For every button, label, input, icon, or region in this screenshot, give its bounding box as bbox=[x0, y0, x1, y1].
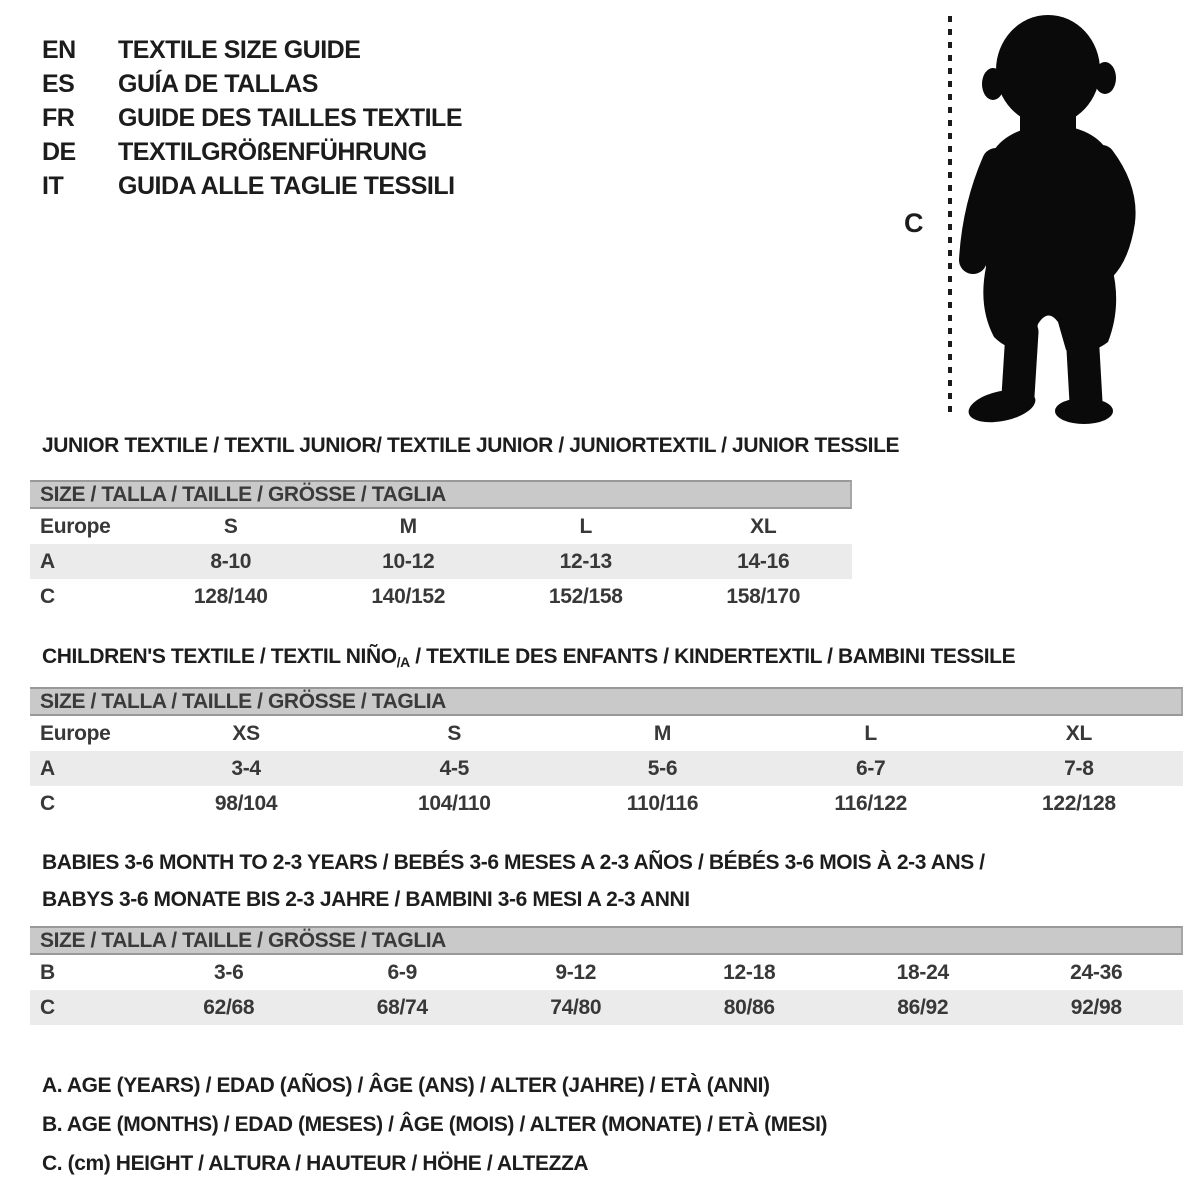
age-cell: 6-7 bbox=[855, 757, 886, 780]
row-label: Europe bbox=[40, 515, 111, 538]
lang-row-en bbox=[42, 33, 462, 67]
height-cell: 68/74 bbox=[376, 996, 428, 1019]
lang-code: ES bbox=[42, 70, 75, 98]
legend-age-months: B. AGE (MONTHS) / EDAD (MESES) / ÂGE (MOIS) / ALTER (MONATE) / ETÀ (MESI) bbox=[42, 1113, 828, 1136]
junior-section-title: JUNIOR TEXTILE / TEXTIL JUNIOR/ TEXTILE JUNIOR / JUNIORTEXTIL / JUNIOR TESSILE bbox=[42, 434, 900, 457]
size-cell: M bbox=[399, 515, 417, 538]
lang-title: GUIDA ALLE TAGLIE TESSILI bbox=[118, 172, 455, 200]
months-cell: 12-18 bbox=[723, 961, 776, 984]
children-size-table bbox=[30, 687, 1183, 821]
height-cell: 62/68 bbox=[203, 996, 255, 1019]
age-cell: 12-13 bbox=[559, 550, 612, 573]
months-cell: 24-36 bbox=[1070, 961, 1123, 984]
lang-title: GUÍA DE TALLAS bbox=[118, 70, 318, 98]
row-label: C bbox=[40, 996, 55, 1019]
height-cell: 110/116 bbox=[626, 792, 699, 815]
size-cell: L bbox=[579, 515, 593, 538]
row-label: A bbox=[40, 757, 55, 780]
row-label: Europe bbox=[40, 722, 111, 745]
age-cell: 10-12 bbox=[382, 550, 435, 573]
size-cell: L bbox=[864, 722, 877, 745]
lang-row-it bbox=[42, 169, 462, 203]
lang-title: TEXTILGRÖßENFÜHRUNG bbox=[118, 138, 427, 166]
height-cell: 80/86 bbox=[723, 996, 775, 1019]
months-cell: 9-12 bbox=[555, 961, 597, 984]
age-cell: 4-5 bbox=[439, 757, 470, 780]
age-cell: 7-8 bbox=[1064, 757, 1094, 780]
lang-title: GUIDE DES TAILLES TEXTILE bbox=[118, 104, 463, 132]
height-cell: 86/92 bbox=[897, 996, 949, 1019]
size-cell: XS bbox=[232, 722, 260, 745]
lang-row-de bbox=[42, 135, 462, 169]
height-cell: 122/128 bbox=[1041, 792, 1116, 815]
table-row bbox=[30, 990, 1183, 1025]
lang-code: FR bbox=[42, 104, 75, 132]
table-row bbox=[30, 509, 852, 544]
height-dotted-line bbox=[948, 16, 952, 416]
size-cell: S bbox=[223, 515, 238, 538]
lang-code: DE bbox=[42, 138, 76, 166]
children-size-header-bar: SIZE / TALLA / TAILLE / GRÖSSE / TAGLIA bbox=[30, 687, 1183, 716]
legend-age-years: A. AGE (YEARS) / EDAD (AÑOS) / ÂGE (ANS) / ALTER (JAHRE) / ETÀ (ANNI) bbox=[42, 1074, 770, 1097]
table-row bbox=[30, 751, 1183, 786]
age-cell: 8-10 bbox=[210, 550, 252, 573]
table-row bbox=[30, 579, 852, 614]
lang-code: IT bbox=[42, 172, 64, 200]
lang-title: TEXTILE SIZE GUIDE bbox=[118, 36, 361, 64]
height-cell: 74/80 bbox=[550, 996, 602, 1019]
height-measure-label: C bbox=[904, 208, 924, 238]
size-cell: XL bbox=[750, 515, 777, 538]
table-row bbox=[30, 716, 1183, 751]
row-label: C bbox=[40, 585, 55, 608]
measurement-legend bbox=[42, 1066, 827, 1183]
table-row bbox=[30, 955, 1183, 990]
height-cell: 98/104 bbox=[214, 792, 278, 815]
age-cell: 5-6 bbox=[647, 757, 678, 780]
height-cell: 152/158 bbox=[548, 585, 623, 608]
height-cell: 116/122 bbox=[834, 792, 908, 815]
babies-size-table bbox=[30, 926, 1183, 1025]
months-cell: 3-6 bbox=[214, 961, 244, 984]
lang-row-fr bbox=[42, 101, 462, 135]
size-cell: M bbox=[653, 722, 672, 745]
legend-height-cm: C. (cm) HEIGHT / ALTURA / HAUTEUR / HÖHE / ALTEZZA bbox=[42, 1152, 589, 1175]
babies-section-title-line2: BABYS 3-6 MONATE BIS 2-3 JAHRE / BAMBINI 3-6 MESI A 2-3 ANNI bbox=[42, 888, 690, 911]
age-cell: 3-4 bbox=[231, 757, 261, 780]
children-title-post: / TEXTILE DES ENFANTS / KINDERTEXTIL / BAMBINI TESSILE bbox=[409, 645, 1016, 668]
height-cell: 158/170 bbox=[726, 585, 801, 608]
children-title-sub: /A bbox=[396, 654, 410, 670]
children-section-title bbox=[42, 645, 1015, 670]
babies-size-header-bar: SIZE / TALLA / TAILLE / GRÖSSE / TAGLIA bbox=[30, 926, 1183, 955]
junior-size-header-bar: SIZE / TALLA / TAILLE / GRÖSSE / TAGLIA bbox=[30, 480, 852, 509]
height-cell: 128/140 bbox=[193, 585, 268, 608]
lang-code: EN bbox=[42, 36, 76, 64]
language-title-list bbox=[42, 33, 462, 203]
age-cell: 14-16 bbox=[737, 550, 790, 573]
height-cell: 140/152 bbox=[371, 585, 446, 608]
months-cell: 6-9 bbox=[387, 961, 417, 984]
size-cell: S bbox=[447, 722, 462, 745]
row-label: B bbox=[40, 961, 55, 984]
children-title-pre: CHILDREN'S TEXTILE / TEXTIL NIÑO bbox=[42, 645, 397, 668]
size-cell: XL bbox=[1065, 722, 1093, 745]
junior-size-table bbox=[30, 480, 852, 614]
height-cell: 104/110 bbox=[417, 792, 491, 815]
babies-section-title-line1: BABIES 3-6 MONTH TO 2-3 YEARS / BEBÉS 3-6 MESES A 2-3 AÑOS / BÉBÉS 3-6 MOIS À 2-3 ANS / bbox=[42, 851, 985, 874]
lang-row-es bbox=[42, 67, 462, 101]
height-cell: 92/98 bbox=[1070, 996, 1122, 1019]
table-row bbox=[30, 544, 852, 579]
months-cell: 18-24 bbox=[896, 961, 949, 984]
table-row bbox=[30, 786, 1183, 821]
row-label: A bbox=[40, 550, 55, 573]
row-label: C bbox=[40, 792, 55, 815]
toddler-silhouette-icon bbox=[956, 12, 1152, 426]
